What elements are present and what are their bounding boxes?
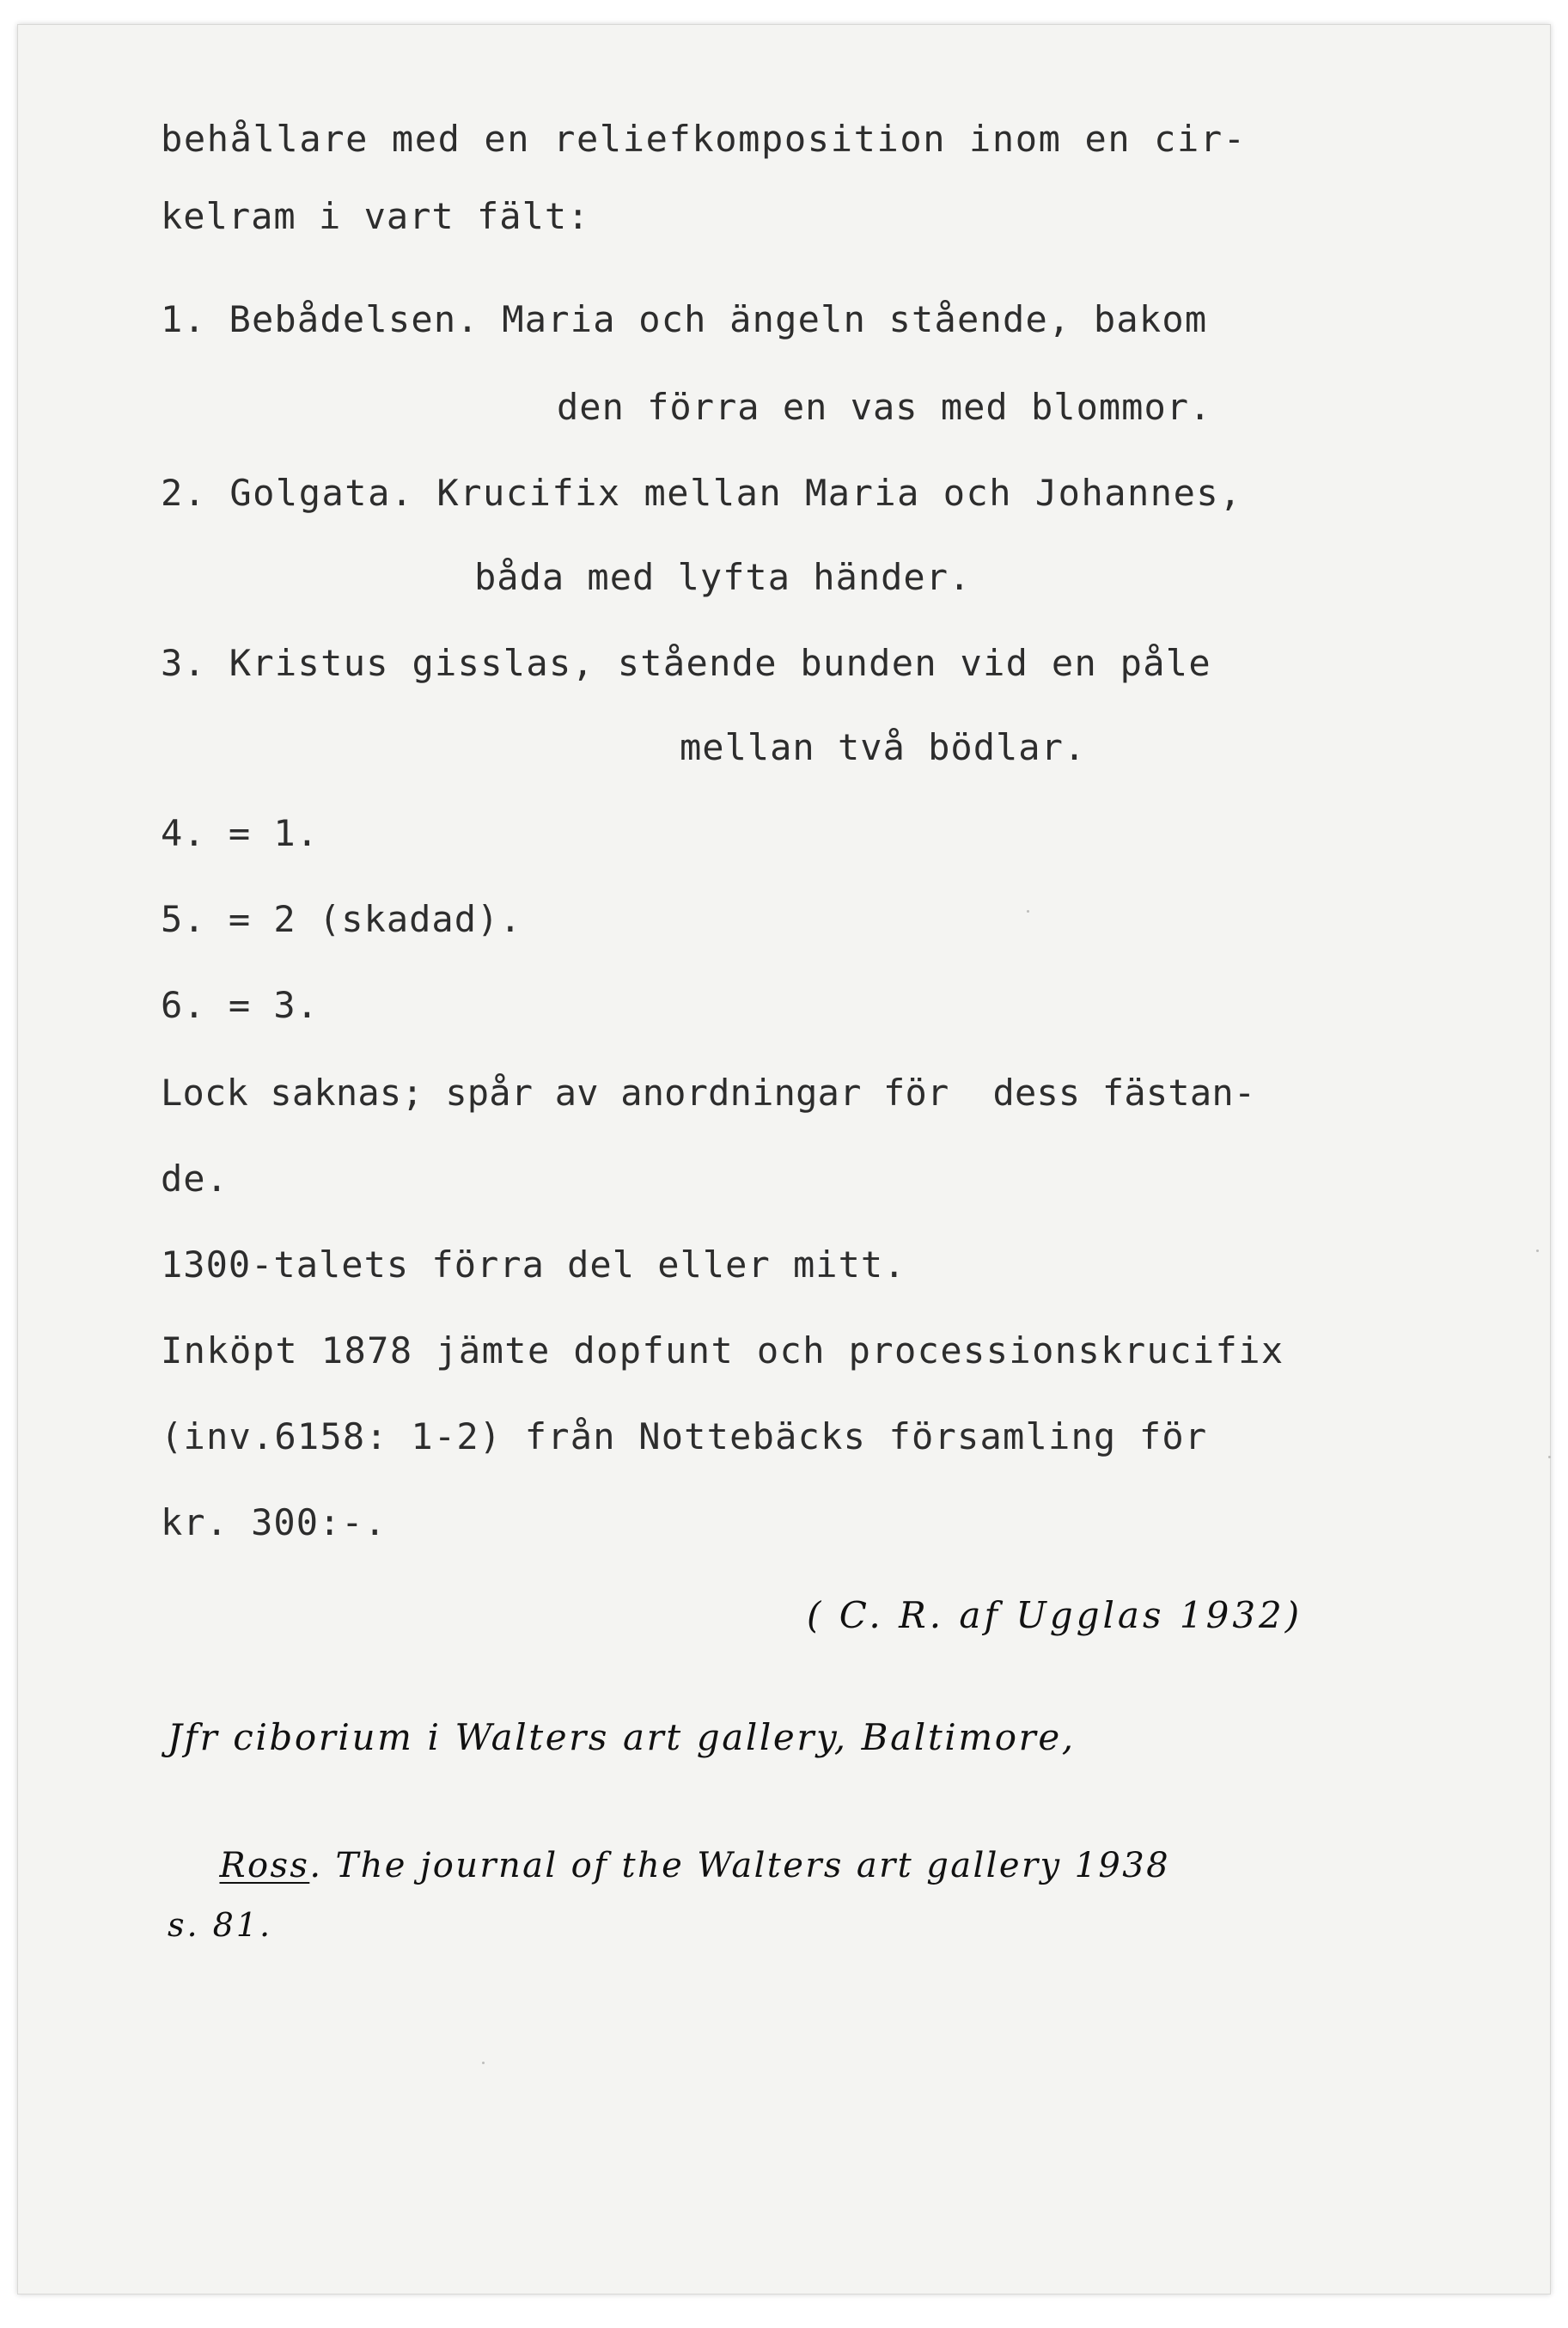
typed-line: de. bbox=[161, 1158, 229, 1200]
paper-speck bbox=[482, 2062, 485, 2064]
typed-line: 6. = 3. bbox=[161, 984, 320, 1026]
typed-line: den förra en vas med blommor. bbox=[557, 386, 1212, 428]
document-page bbox=[17, 24, 1551, 2294]
typed-line: båda med lyfta händer. bbox=[474, 556, 972, 598]
typed-line: 3. Kristus gisslas, stående bunden vid en påle bbox=[161, 642, 1211, 684]
handwritten-note-line-3: s. 81. bbox=[168, 1906, 273, 1944]
typed-line: kr. 300:-. bbox=[161, 1501, 387, 1543]
typed-line: kelram i vart fält: bbox=[161, 195, 590, 237]
paper-speck bbox=[1548, 1456, 1551, 1458]
handwritten-note-line-2 bbox=[168, 1814, 1170, 1917]
handwritten-note-line-1: Jfr ciborium i Walters art gallery, Baltimore, bbox=[168, 1716, 1076, 1758]
typed-line: 1300-talets förra del eller mitt. bbox=[161, 1243, 906, 1286]
typed-line: 1. Bebådelsen. Maria och ängeln stående, bakom bbox=[161, 298, 1208, 340]
typed-line: 2. Golgata. Krucifix mellan Maria och Johannes, bbox=[161, 472, 1242, 514]
typed-line: (inv.6158: 1-2) från Nottebäcks församling för bbox=[161, 1415, 1208, 1457]
handwritten-attribution: ( C. R. af Ugglas 1932) bbox=[807, 1594, 1303, 1636]
paper-speck bbox=[1027, 910, 1029, 913]
handwritten-author-ross: Ross bbox=[219, 1846, 310, 1885]
typed-line: Lock saknas; spår av anordningar för dess fästan- bbox=[161, 1072, 1256, 1114]
typed-line: 4. = 1. bbox=[161, 812, 320, 854]
handwritten-journal-reference: . The journal of the Walters art gallery 1938 bbox=[309, 1846, 1170, 1885]
typed-line: mellan två bödlar. bbox=[680, 726, 1087, 768]
paper-speck bbox=[1536, 1250, 1539, 1252]
typed-line: 5. = 2 (skadad). bbox=[161, 898, 522, 940]
typed-line: Inköpt 1878 jämte dopfunt och processionskrucifix bbox=[161, 1329, 1284, 1372]
typed-line: behållare med en reliefkomposition inom en cir- bbox=[161, 118, 1247, 160]
